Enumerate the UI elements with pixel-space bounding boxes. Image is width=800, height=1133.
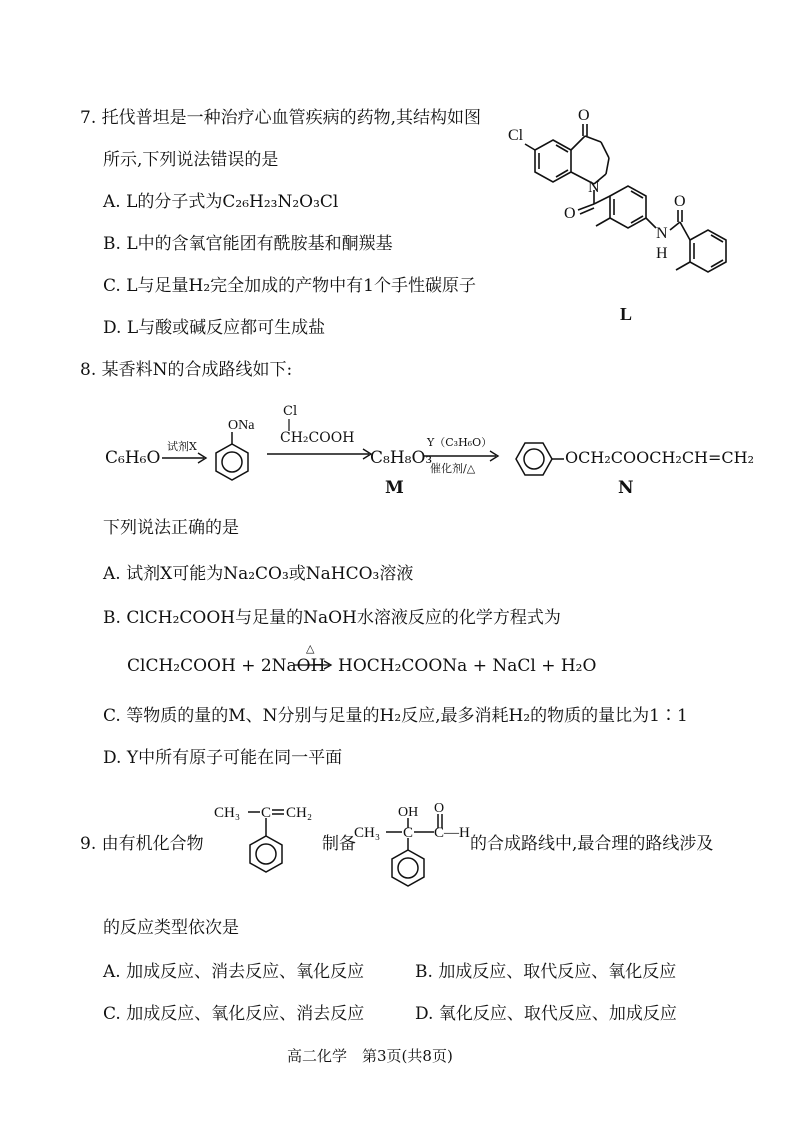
q7-option-b [103,234,393,254]
reagent3-top: Y（C₃H₆O） [427,436,493,449]
atom-o-ketone: O [578,107,590,124]
compound-label-L: L [620,304,633,324]
route-start: C₆H₆O [105,448,161,468]
q9-option-a [103,962,364,982]
q7-structure-L [510,100,750,330]
option-label: B. [415,962,433,982]
option-text: L的分子式为C₂₆H₂₃N₂O₃Cl [126,192,339,212]
atom-o-amide2: O [674,193,686,210]
atom-o-amide1: O [564,205,576,222]
n-formula: OCH₂COOCH₂CH=CH₂ [565,448,755,467]
option-label: C. [103,276,121,296]
option-text: 氧化反应、取代反应、加成反应 [438,1004,677,1024]
reactant-ch3: CH₃ [214,805,241,821]
q9-option-c [103,1004,364,1024]
atom-n-ring: N [588,179,600,196]
atom-h-amide: H [656,245,668,262]
product-c-h: C—H [434,825,470,841]
q7-stem-line2: 所示,下列说法错误的是 [103,150,279,170]
product-oh: OH [398,805,419,820]
option-text: 等物质的量的M、N分别与足量的H₂反应,最多消耗H₂的物质的量比为1∶1 [126,706,688,726]
q8-option-d [103,748,342,768]
reagent3-bottom: 催化剂/△ [430,462,476,475]
equation-arrow [293,658,335,672]
q8-option-c [103,706,688,726]
equation-right: HOCH₂COONa + NaCl + H₂O [338,656,597,676]
n-label: N [618,478,634,498]
q9-product-structure [350,801,470,906]
option-label: A. [103,564,121,584]
q9-reactant-structure [212,798,322,898]
option-label: B. [103,234,121,254]
q8-option-b [103,608,561,628]
option-text: 加成反应、氧化反应、消去反应 [126,1004,365,1024]
option-label: D. [103,748,122,768]
reagent2-formula: CH₂COOH [280,430,355,446]
option-text: 加成反应、取代反应、氧化反应 [438,962,677,982]
option-label: A. [103,962,121,982]
q7-option-a [103,192,338,212]
m-label: M [385,478,404,498]
product-o: O [434,801,445,816]
option-text: ClCH₂COOH与足量的NaOH水溶液反应的化学方程式为 [126,608,561,628]
option-label: D. [415,1004,434,1024]
q9-stem-part2: 制备 [322,834,356,854]
m-formula: C₈H₈O₃ [370,448,433,468]
q7-option-c [103,276,476,296]
option-label: C. [103,706,121,726]
q8-stem: 8. 某香料N的合成路线如下: [80,360,293,380]
q9-option-d [415,1004,677,1024]
q7-option-d [103,318,325,338]
product-n-ring [508,434,568,484]
q9-stem-part1: 9. 由有机化合物 [80,834,204,854]
q8-option-a [103,564,413,584]
option-text: 加成反应、消去反应、氧化反应 [126,962,365,982]
option-label: D. [103,318,122,338]
option-text: L中的含氧官能团有酰胺基和酮羰基 [126,234,393,254]
equation-left: ClCH₂COOH + 2NaOH [127,656,326,676]
atom-n-amide: N [656,225,668,242]
q8-prompt: 下列说法正确的是 [103,518,239,538]
q9-stem-part3: 的合成路线中,最合理的路线涉及 [470,834,714,854]
q9-option-b [415,962,676,982]
ona-group: ONa [228,418,255,433]
route-arrow-2 [265,446,375,462]
option-text: 试剂X可能为Na₂CO₃或NaHCO₃溶液 [126,564,414,584]
product-ch3: CH₃ [354,825,381,841]
reactant-c: C [261,805,272,821]
option-label: C. [103,1004,121,1024]
reagent2-cl: Cl [283,404,298,419]
page-footer: 高二化学 第3页(共8页) [287,1047,453,1065]
q7-stem-line1: 7. 托伐普坦是一种治疗心血管疾病的药物,其结构如图 [80,108,482,128]
option-text: Y中所有原子可能在同一平面 [126,748,343,768]
reactant-ch2: CH₂ [286,805,313,821]
equation-condition: △ [306,642,315,655]
product-c: C [403,825,414,841]
option-text: L与酸或碱反应都可生成盐 [126,318,326,338]
atom-cl: Cl [508,127,524,144]
option-label: B. [103,608,121,628]
sodium-phenoxide-structure [210,412,270,492]
option-text: L与足量H₂完全加成的产物中有1个手性碳原子 [126,276,476,296]
q9-stem-line2: 的反应类型依次是 [103,918,239,938]
option-label: A. [103,192,121,212]
route-reagent-1: 试剂X [167,440,197,453]
